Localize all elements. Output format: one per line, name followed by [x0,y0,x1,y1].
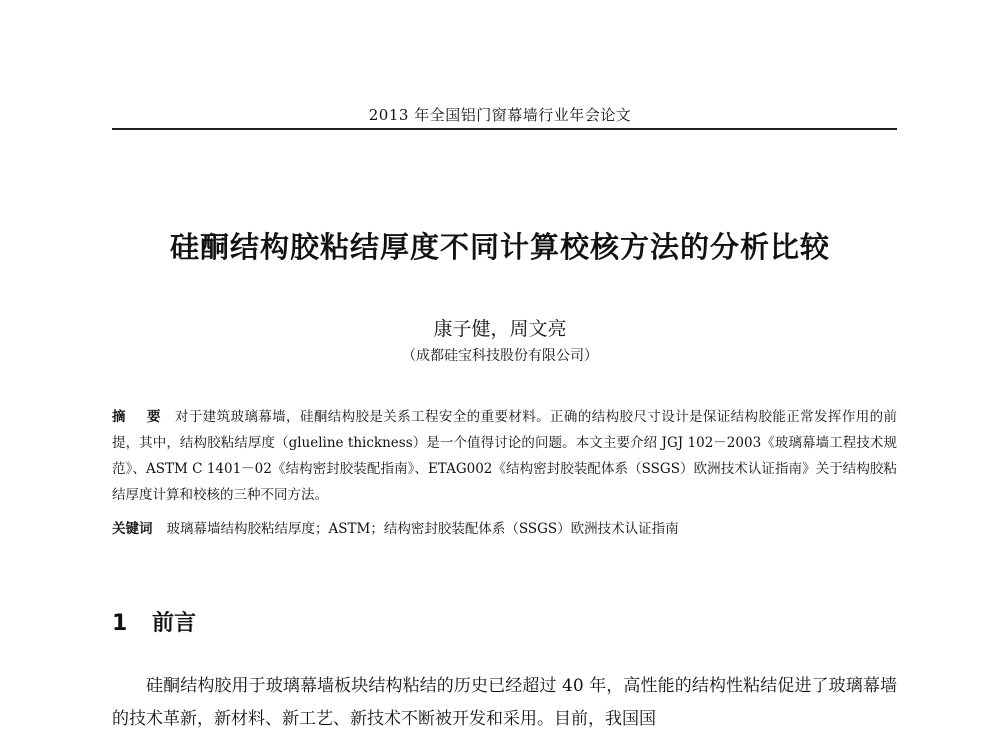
paper-title: 硅酮结构胶粘结厚度不同计算校核方法的分析比较 [169,230,830,264]
running-header: 2013 年全国铝门窗幕墙行业年会论文 [368,106,632,124]
abstract-text: 对于建筑玻璃幕墙，硅酮结构胶是关系工程安全的重要材料。正确的结构胶尺寸设计是保证结构胶能正常发挥作用的前提，其中，结构胶粘结厚度（glueline thickness）是一个值得讨论的问题。本文主要介绍 JGJ 102－2003《玻璃幕墙工程技术规范》、ASTM C 1401－02《结构密封胶装配指南》、ETAG002《结构密封胶装配体系（SSGS）欧洲技术认证指南》关于结构胶粘结厚度计算和校核的三种不同方法。 [112,409,898,503]
keywords [112,516,897,542]
section-heading [112,606,196,637]
header-rule [112,128,897,130]
section-title: 前言 [152,611,197,636]
section-body-paragraph: 硅酮结构胶用于玻璃幕墙板块结构粘结的历史已经超过 40 年，高性能的结构性粘结促进了玻璃幕墙的技术革新，新材料、新工艺、新技术不断被开发和采用。目前，我国国 [112,676,897,729]
author-list: 康子健，周文亮 [433,318,567,340]
affiliation: （成都硅宝科技股份有限公司） [402,348,598,364]
section-number: 1 [112,611,128,636]
abstract [112,404,897,508]
keywords-text: 玻璃幕墙结构胶粘结厚度；ASTM；结构密封胶装配体系（SSGS）欧洲技术认证指南 [166,521,679,537]
abstract-label: 摘 要 [112,409,169,425]
keywords-label: 关键词 [112,521,153,537]
